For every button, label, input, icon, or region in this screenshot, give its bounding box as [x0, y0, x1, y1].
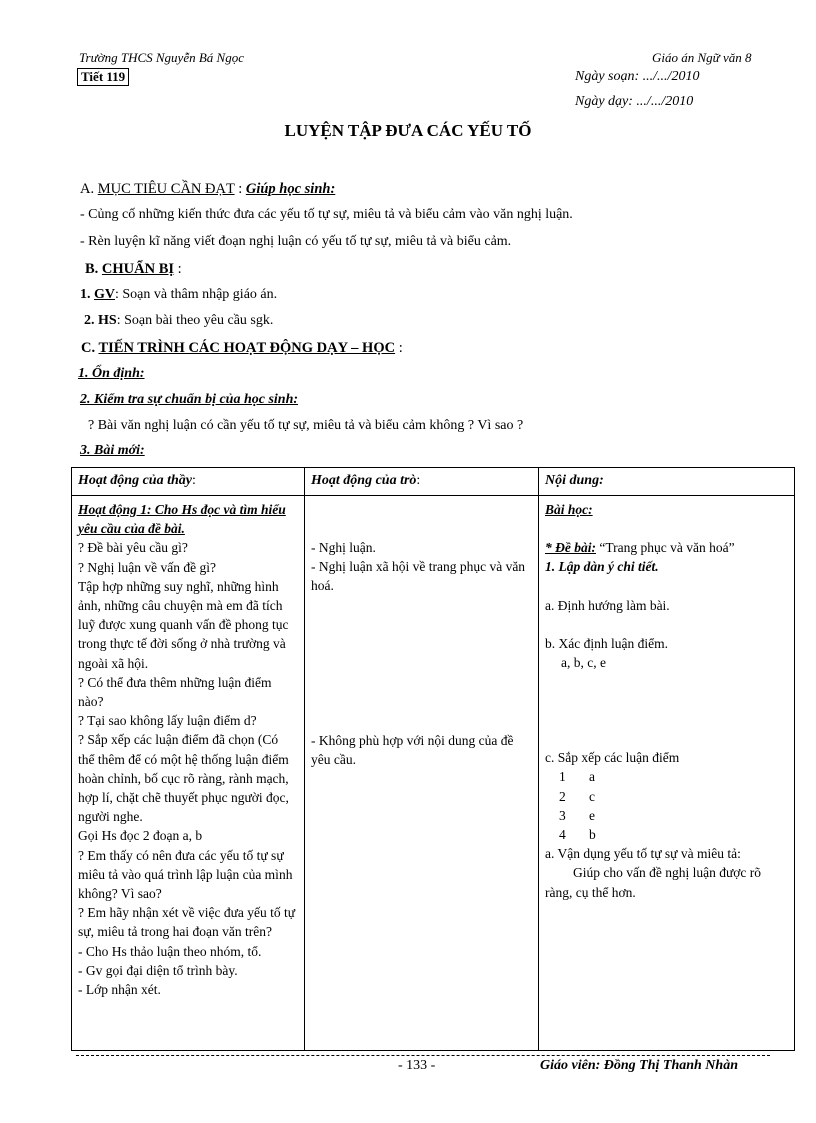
section-a-title: MỤC TIÊU CẦN ĐẠT — [97, 181, 235, 197]
section-b-title: CHUẨN BỊ — [101, 261, 175, 277]
section-a-heading — [80, 181, 335, 198]
teacher-line: - Cho Hs thảo luận theo nhóm, tổ. — [78, 943, 262, 959]
content-header-text: Nội dung: — [545, 473, 604, 488]
gv-label: GV — [94, 287, 115, 302]
spacer — [545, 519, 788, 538]
section-c-heading — [81, 340, 403, 357]
order-letter: a — [589, 769, 595, 785]
teacher-line: ? Đề bài yêu cầu gì? — [78, 540, 188, 556]
apply-heading: a. Vận dụng yếu tố tự sự và miêu tả: — [545, 846, 741, 862]
section-b-sep: : — [174, 261, 182, 277]
section-a-sub: Giúp học sinh: — [245, 181, 336, 197]
hs-text: : Soạn bài theo yêu cầu sgk. — [116, 313, 274, 328]
student-line: - Không phù hợp với nội dung của đề yêu cầu. — [311, 732, 514, 767]
teacher-line: Gọi Hs đọc 2 đoạn a, b — [78, 828, 203, 844]
footer-divider — [76, 1055, 770, 1056]
order-number: 4 — [559, 827, 566, 843]
teacher-line: Tập hợp những suy nghĩ, những hình ảnh, những câu chuyện mà em đã tích luỹ được xung quanh vấn đề phong tục trong thực tế đời sống ở nhà trường và ngoài xã hội. — [78, 578, 289, 671]
gv-prep — [80, 287, 277, 303]
subject-name: Giáo án Ngữ văn 8 — [652, 50, 752, 65]
section-c-sep: : — [395, 340, 403, 356]
page-title: LUYỆN TẬP ĐƯA CÁC YẾU TỐ — [284, 121, 532, 140]
order-number: 2 — [559, 788, 566, 804]
lesson-number: Tiết 119 — [77, 68, 129, 86]
hs-prep — [84, 313, 273, 329]
review-question: ? Bài văn nghị luận có cần yếu tố tự sự, miêu tả và biểu cảm không ? Vì sao ? — [88, 418, 524, 433]
student-header-suffix: : — [416, 473, 421, 488]
teacher-name: Giáo viên: Đồng Thị Thanh Nhàn — [540, 1058, 738, 1073]
table-header-row — [72, 468, 795, 496]
section-a-line: - Củng cố những kiến thức đưa các yếu tố tự sự, miêu tả và biểu cảm vào văn nghị luận. — [80, 207, 573, 222]
section-b-label: B. — [85, 261, 102, 277]
order-letter: c — [589, 788, 595, 804]
teacher-line: - Gv gọi đại diện tổ trình bày. — [78, 962, 238, 978]
teacher-line: ? Tại sao không lấy luận điểm d? — [78, 713, 257, 729]
topic-text: “Trang phục và văn hoá” — [596, 540, 735, 556]
teacher-line: ? Em hãy nhận xét về việc đưa yếu tố tự sự, miêu tả trong hai đoạn văn trên? — [78, 905, 296, 940]
order-list — [545, 767, 788, 844]
gv-number: 1. — [80, 287, 94, 302]
content-item-b-list: a, b, c, e — [561, 655, 606, 671]
teacher-column-header — [72, 468, 305, 496]
spacer — [311, 500, 532, 538]
topic-label: * Đề bài: — [545, 540, 596, 556]
apply-text: Giúp cho vấn đề nghị luận được rõ ràng, cụ thể hơn. — [545, 865, 762, 900]
teacher-line: - Lớp nhận xét. — [78, 982, 161, 998]
outline-heading: 1. Lập dàn ý chi tiết. — [545, 559, 659, 575]
content-column-header — [539, 468, 795, 496]
teacher-line: ? Có thể đưa thêm những luận điểm nào? — [78, 674, 272, 710]
hs-label: 2. HS — [84, 313, 117, 328]
lesson-label: Bài học: — [545, 502, 593, 517]
order-number: 1 — [559, 769, 566, 785]
teacher-activity-cell — [72, 496, 305, 1051]
table-row — [72, 496, 795, 1051]
section-a-line: - Rèn luyện kĩ năng viết đoạn nghị luận có yếu tố tự sự, miêu tả và biểu cảm. — [80, 234, 512, 249]
teacher-header-text: Hoạt động của thầy — [78, 473, 192, 488]
teacher-line: ? Nghị luận về vấn đề gì? — [78, 559, 216, 575]
student-column-header — [305, 468, 539, 496]
item-on-dinh: 1. Ổn định: — [78, 366, 145, 381]
prepared-date: Ngày soạn: .../.../2010 — [575, 69, 700, 84]
teacher-line: ? Sắp xếp các luận điểm đã chọn (Có thể thêm để có một hệ thống luận điểm hoàn chỉnh, bố cục rõ ràng, rành mạch, hợp lí, chặt chẽ thuyết phục người đọc, người nghe. — [78, 732, 289, 825]
order-number: 3 — [559, 807, 566, 823]
student-line: - Nghị luận xã hội về trang phục và văn hoá. — [311, 559, 526, 594]
gv-text: : Soạn và thâm nhập giáo án. — [115, 287, 278, 302]
section-b-heading — [85, 261, 182, 278]
section-a-sep: : — [234, 181, 246, 197]
spacer — [311, 596, 532, 731]
content-item-b: b. Xác định luận điểm. — [545, 635, 668, 651]
section-a-label: A. — [80, 181, 98, 197]
section-c-title: TIẾN TRÌNH CÁC HOẠT ĐỘNG DẠY – HỌC — [98, 340, 396, 356]
spacer — [545, 615, 788, 634]
spacer — [545, 577, 788, 596]
taught-date: Ngày dạy: .../.../2010 — [575, 94, 694, 109]
teacher-header-suffix: : — [191, 473, 196, 488]
content-item-a: a. Định hướng làm bài. — [545, 597, 670, 613]
lesson-table — [71, 467, 795, 1051]
activity-1-title: Hoạt động 1: Cho Hs đọc và tìm hiểu yêu cầu của đề bài. — [78, 502, 286, 537]
topic-line — [545, 538, 788, 557]
content-item-c: c. Sắp xếp các luận điểm — [545, 750, 680, 766]
section-c-label: C. — [81, 340, 99, 356]
page-number: - 133 - — [398, 1058, 436, 1073]
spacer — [545, 672, 788, 748]
order-letter: b — [589, 827, 596, 843]
item-kiem-tra: 2. Kiểm tra sự chuẩn bị của học sinh: — [80, 392, 299, 407]
content-cell — [539, 496, 795, 1051]
teacher-line: ? Em thấy có nên đưa các yếu tố tự sự miêu tả vào quá trình lập luận của mình không? Vì sao? — [78, 847, 293, 902]
student-header-text: Hoạt động của trò — [311, 473, 417, 488]
item-bai-moi: 3. Bài mới: — [80, 443, 145, 458]
student-activity-cell — [305, 496, 539, 1051]
school-name: Trường THCS Nguyễn Bá Ngọc — [79, 50, 244, 65]
order-letter: e — [589, 807, 595, 823]
student-line: - Nghị luận. — [311, 540, 376, 555]
